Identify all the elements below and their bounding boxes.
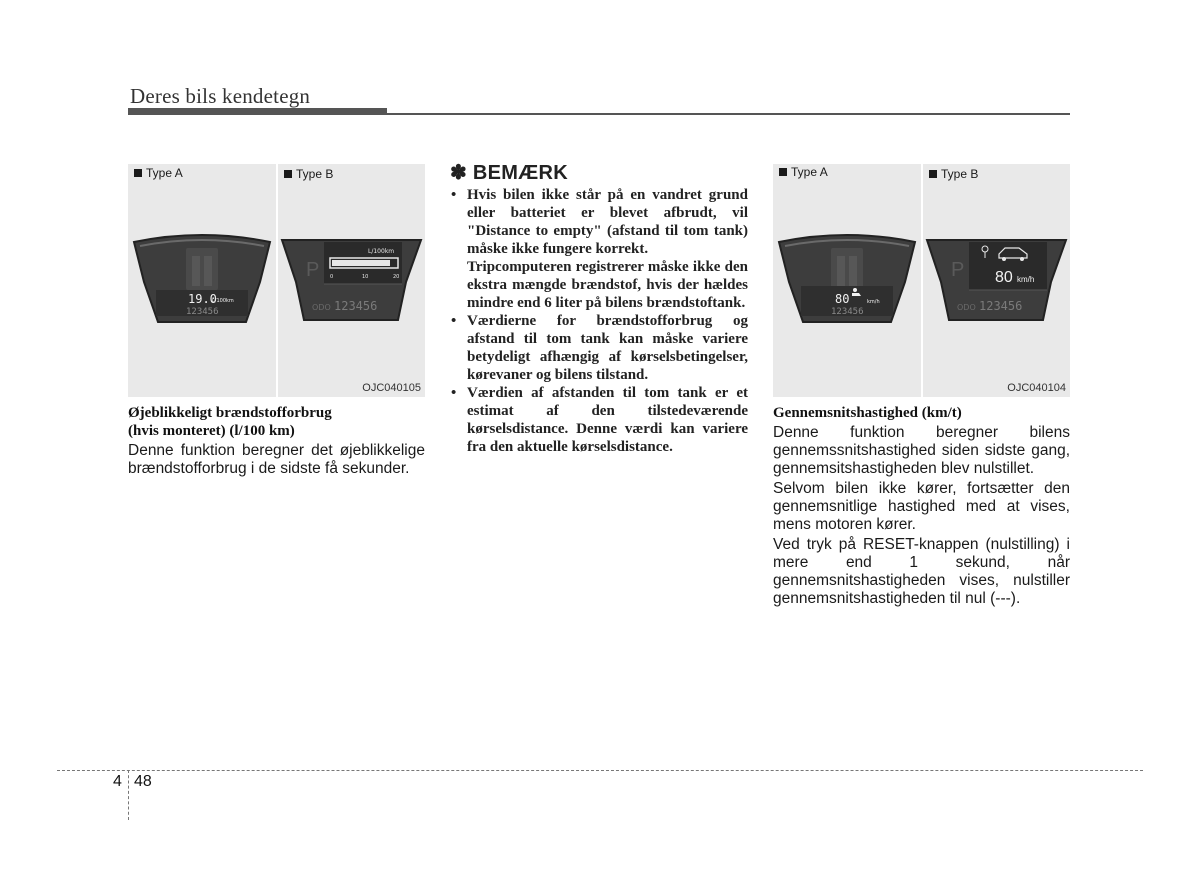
header-rule-thin	[387, 113, 1070, 115]
note-item: • Værdien af afstanden til tom tank er et estimat af den tilstedeværende kørselsdistance. Denne værdi kan variere fra den aktuelle kørselsdistance.	[451, 385, 748, 455]
svg-text:L/100km: L/100km	[212, 298, 234, 304]
svg-text:P: P	[951, 259, 965, 281]
svg-text:20: 20	[393, 274, 400, 280]
svg-text:L/100km: L/100km	[368, 248, 395, 255]
page-header-title: Deres bils kendetegn	[130, 84, 311, 108]
svg-text:P: P	[306, 259, 320, 281]
fuel-body: Denne funktion beregner det øjeblikkelige brændstofforbrug i de sidste få sekunder.	[128, 442, 425, 477]
bullet-icon: •	[451, 385, 457, 401]
svg-text:123456: 123456	[186, 307, 219, 317]
svg-text:ODO: ODO	[312, 303, 331, 312]
cluster-display-type-b	[278, 236, 425, 328]
footer-rule	[57, 770, 1143, 771]
svg-text:10: 10	[362, 274, 369, 280]
svg-text:80: 80	[835, 292, 850, 306]
bullet-icon: •	[451, 313, 457, 329]
chapter-number: 4	[113, 773, 122, 790]
svg-text:ODO: ODO	[957, 303, 976, 312]
figure-average-speed	[773, 164, 1070, 397]
note-item: • Værdierne for brændstofforbrug og afstand til tom tank kan måske variere betydeligt afhængig af kørselsbetingelser, kørevaner og bilens tilstand.	[451, 313, 748, 383]
figure-label-type-a: Type A	[134, 166, 183, 180]
svg-text:123456: 123456	[979, 299, 1023, 313]
cluster-display-type-a	[128, 230, 276, 330]
figure-label-type-a: Type A	[779, 165, 828, 179]
svg-text:80: 80	[995, 269, 1013, 286]
note-list	[450, 186, 748, 456]
page-number: 48	[134, 773, 152, 790]
svg-text:km/h: km/h	[867, 299, 880, 305]
bullet-icon: •	[451, 187, 457, 203]
figure-label-type-b: Type B	[284, 167, 333, 181]
svg-text:123456: 123456	[334, 299, 378, 313]
figure-code: OJC040105	[362, 382, 421, 394]
figure-fuel-consumption	[128, 164, 425, 397]
figure-code: OJC040104	[1007, 382, 1066, 394]
cluster-display-type-a	[773, 230, 921, 330]
fuel-caption: Øjeblikkeligt brændstofforbrug (hvis monteret) (l/100 km)	[128, 405, 332, 439]
header-rule-thick	[128, 108, 387, 115]
svg-text:0: 0	[330, 274, 334, 280]
svg-text:km/h: km/h	[1017, 275, 1035, 284]
note-item: • Hvis bilen ikke står på en vandret grund eller batteriet er blevet afbrudt, vil "Distance to empty" (afstand til tom tank) måske ikke fungere korrekt. Tripcomputeren registrerer måske ikke den ekstra mængde brændstof, hvis der hældes mindre end 6 liter på bilens brændstoftank.	[451, 187, 748, 311]
svg-text:123456: 123456	[831, 307, 864, 317]
footer-divider	[128, 770, 129, 820]
figure-label-type-b: Type B	[929, 167, 978, 181]
cluster-a-value: 19.0	[188, 292, 217, 306]
speed-caption: Gennemsnitshastighed (km/t)	[773, 405, 962, 421]
speed-body: Denne funktion beregner bilens gennemssnitshastighed siden sidste gang, gennemsitshastigheden blev nulstillet. Selvom bilen ikke kører, fortsætter den gennemsnitlige hastighed med at vises, mens motoren kører. Ved tryk på RESET-knappen (nulstilling) i mere end 1 sekund, når gennemsnitshastigheden vises, nulstiller gennemsnitshastigheden til nul (---).	[773, 424, 1070, 607]
cluster-display-type-b	[923, 236, 1070, 328]
note-title: ✽ BEMÆRK	[450, 162, 569, 184]
